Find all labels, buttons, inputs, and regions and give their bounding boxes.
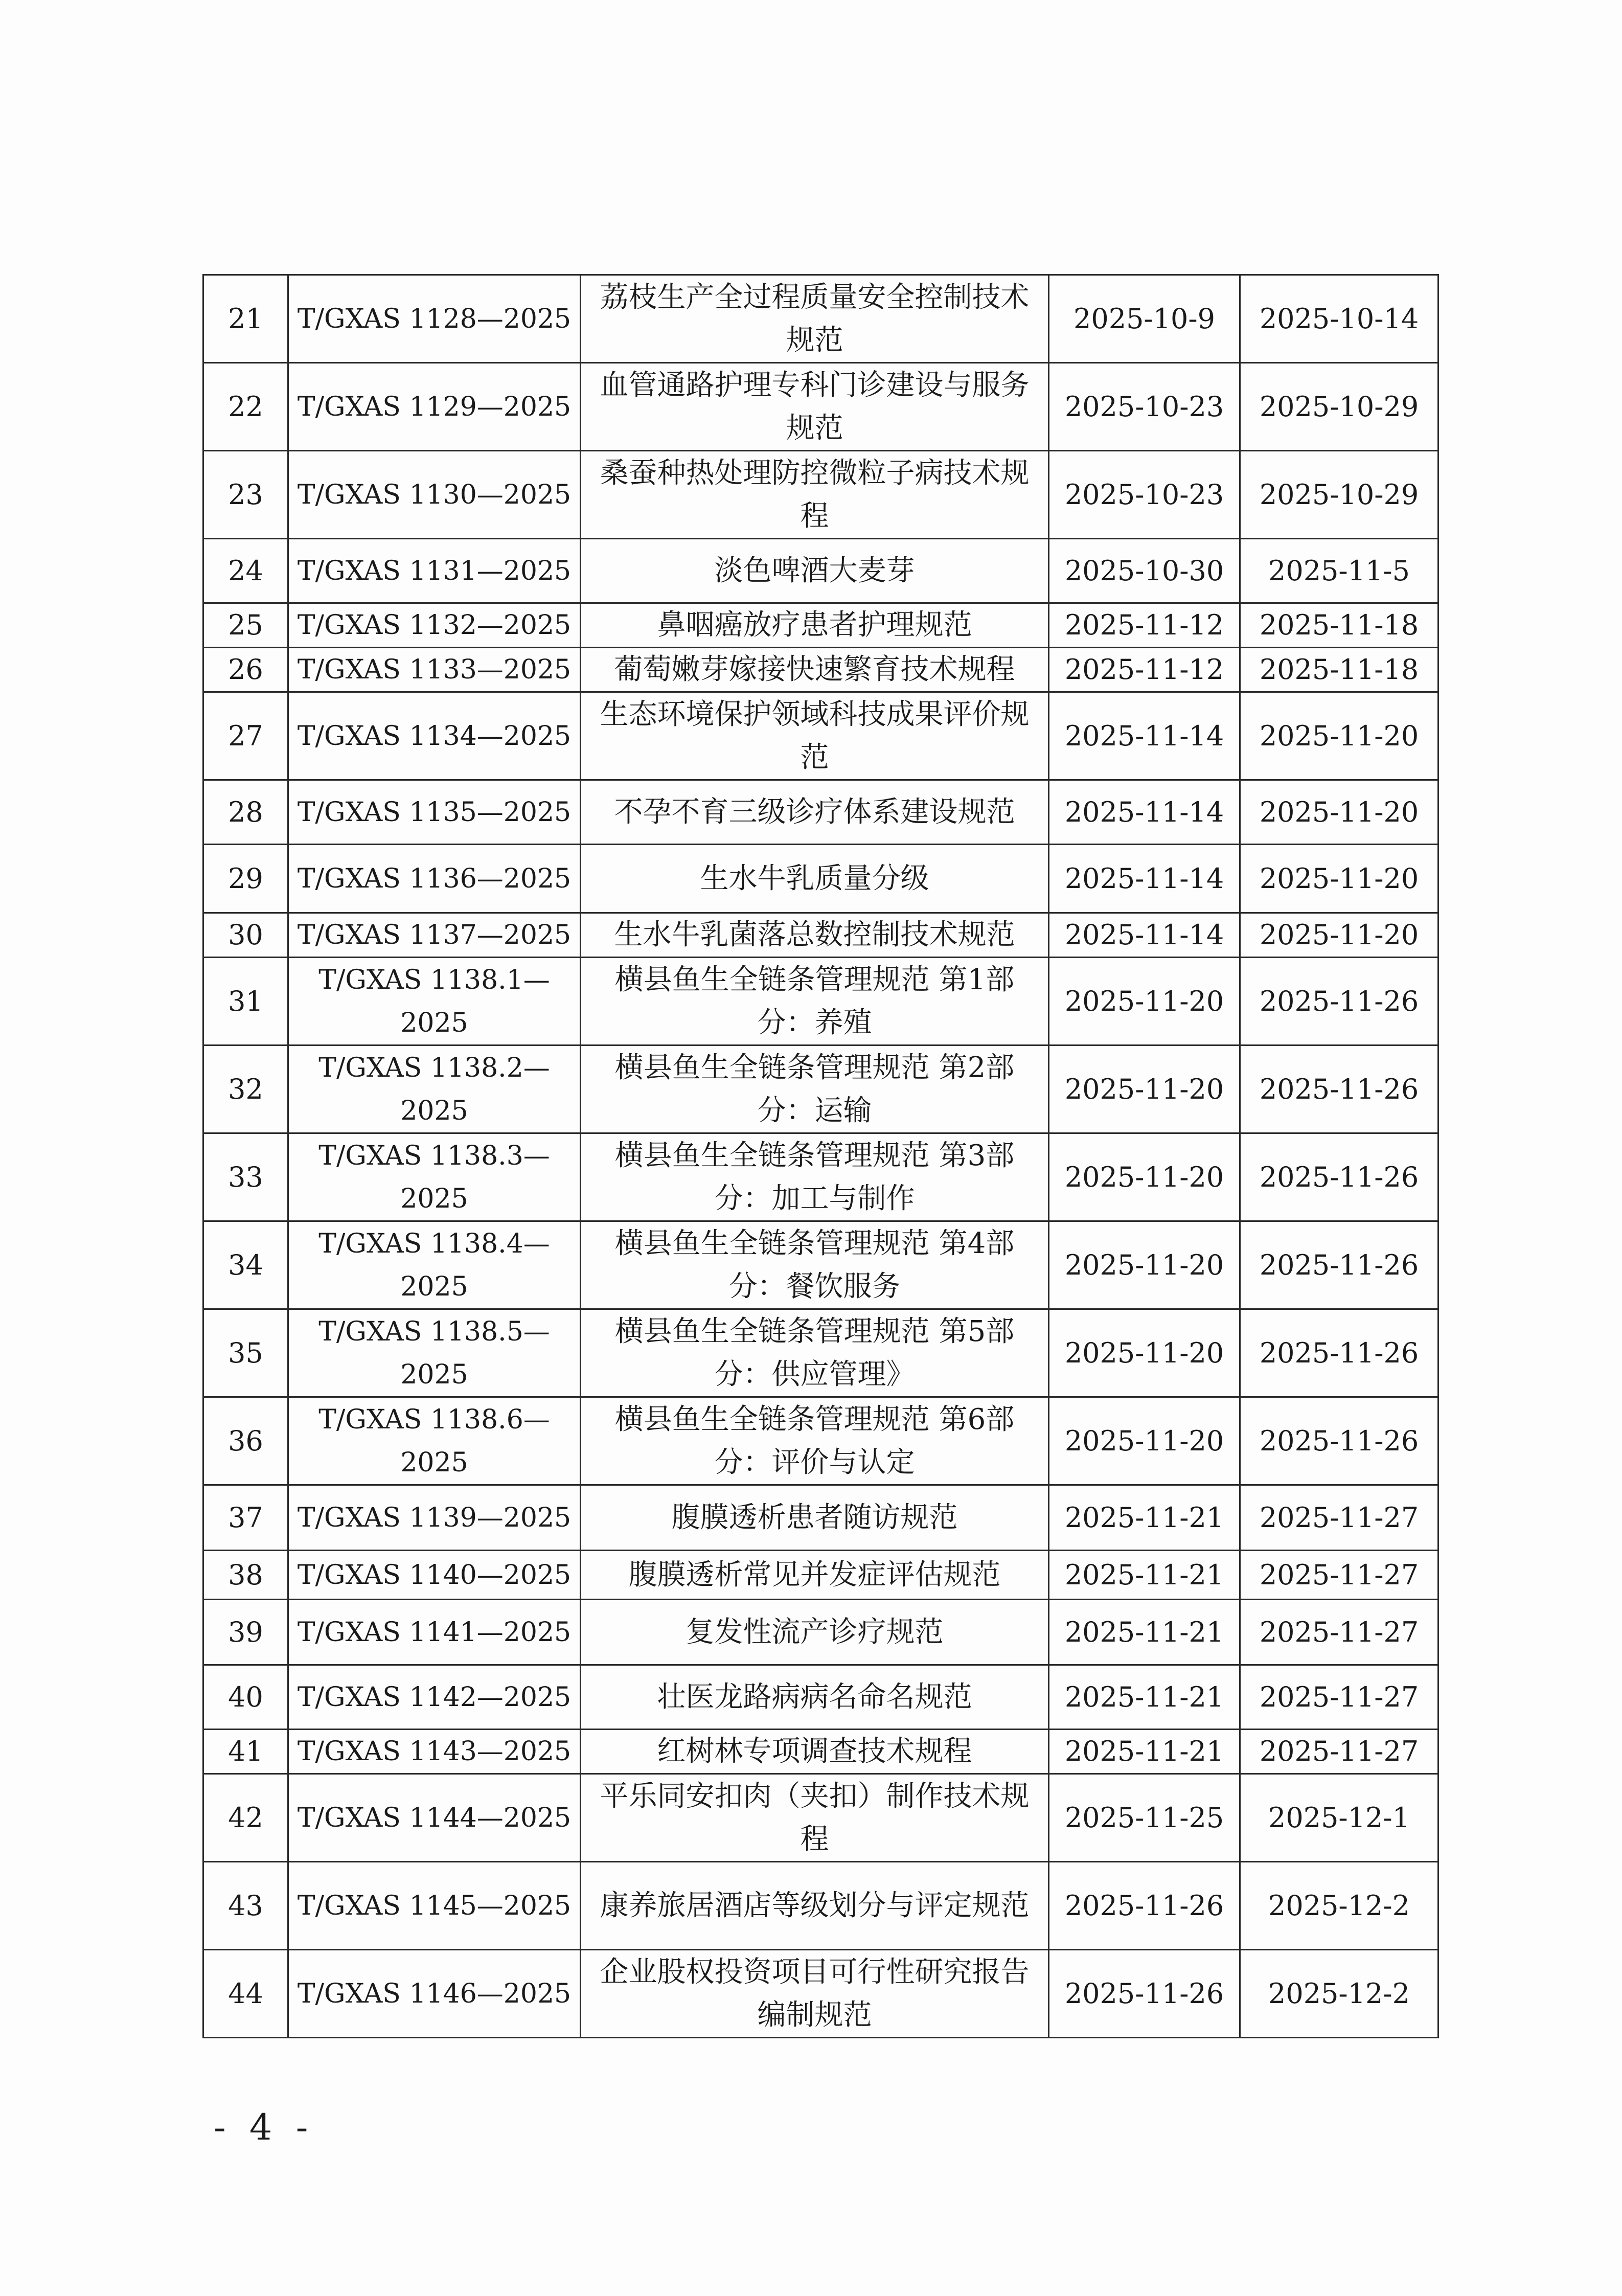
- effective-date-cell: 2025-11-20: [1240, 913, 1438, 958]
- standard-code-cell: T/GXAS 1136—2025: [288, 845, 581, 913]
- standard-code-cell: T/GXAS 1131—2025: [288, 539, 581, 603]
- issue-date-cell: 2025-11-21: [1049, 1665, 1240, 1730]
- table-row: [203, 539, 1438, 603]
- table-row: [203, 275, 1438, 363]
- table-row: [203, 845, 1438, 913]
- row-number-cell: 30: [203, 913, 288, 958]
- standard-code-cell: T/GXAS 1138.3—2025: [288, 1133, 581, 1221]
- standard-code-cell: T/GXAS 1140—2025: [288, 1551, 581, 1600]
- row-number-cell: 23: [203, 451, 288, 539]
- issue-date-cell: 2025-11-21: [1049, 1730, 1240, 1774]
- standard-code-cell: T/GXAS 1132—2025: [288, 603, 581, 648]
- effective-date-cell: 2025-11-18: [1240, 603, 1438, 648]
- standard-title-cell: 葡萄嫩芽嫁接快速繁育技术规程: [581, 648, 1049, 692]
- row-number-cell: 29: [203, 845, 288, 913]
- issue-date-cell: 2025-11-20: [1049, 1221, 1240, 1309]
- effective-date-cell: 2025-11-26: [1240, 1045, 1438, 1133]
- standard-code-cell: T/GXAS 1134—2025: [288, 692, 581, 780]
- issue-date-cell: 2025-11-20: [1049, 958, 1240, 1045]
- standard-title-cell: 荔枝生产全过程质量安全控制技术规范: [581, 275, 1049, 363]
- issue-date-cell: 2025-11-14: [1049, 913, 1240, 958]
- issue-date-cell: 2025-11-20: [1049, 1309, 1240, 1397]
- issue-date-cell: 2025-10-9: [1049, 275, 1240, 363]
- issue-date-cell: 2025-10-23: [1049, 451, 1240, 539]
- standard-code-cell: T/GXAS 1130—2025: [288, 451, 581, 539]
- table-row: [203, 1730, 1438, 1774]
- issue-date-cell: 2025-11-21: [1049, 1485, 1240, 1551]
- effective-date-cell: 2025-11-26: [1240, 1133, 1438, 1221]
- standard-title-cell: 生态环境保护领域科技成果评价规范: [581, 692, 1049, 780]
- standard-title-cell: 血管通路护理专科门诊建设与服务规范: [581, 363, 1049, 451]
- issue-date-cell: 2025-11-14: [1049, 845, 1240, 913]
- effective-date-cell: 2025-11-20: [1240, 780, 1438, 845]
- standard-title-cell: 复发性流产诊疗规范: [581, 1600, 1049, 1665]
- standard-title-cell: 横县鱼生全链条管理规范 第1部分：养殖: [581, 958, 1049, 1045]
- standard-code-cell: T/GXAS 1143—2025: [288, 1730, 581, 1774]
- row-number-cell: 41: [203, 1730, 288, 1774]
- standard-title-cell: 腹膜透析常见并发症评估规范: [581, 1551, 1049, 1600]
- standard-code-cell: T/GXAS 1139—2025: [288, 1485, 581, 1551]
- effective-date-cell: 2025-10-29: [1240, 363, 1438, 451]
- effective-date-cell: 2025-10-29: [1240, 451, 1438, 539]
- table-row: [203, 1397, 1438, 1485]
- row-number-cell: 35: [203, 1309, 288, 1397]
- effective-date-cell: 2025-12-1: [1240, 1774, 1438, 1862]
- table-row: [203, 363, 1438, 451]
- effective-date-cell: 2025-11-20: [1240, 692, 1438, 780]
- standard-title-cell: 企业股权投资项目可行性研究报告编制规范: [581, 1950, 1049, 2038]
- table-row: [203, 1600, 1438, 1665]
- standard-title-cell: 壮医龙路病病名命名规范: [581, 1665, 1049, 1730]
- row-number-cell: 21: [203, 275, 288, 363]
- effective-date-cell: 2025-12-2: [1240, 1950, 1438, 2038]
- row-number-cell: 24: [203, 539, 288, 603]
- standard-title-cell: 鼻咽癌放疗患者护理规范: [581, 603, 1049, 648]
- row-number-cell: 37: [203, 1485, 288, 1551]
- issue-date-cell: 2025-11-21: [1049, 1600, 1240, 1665]
- standard-code-cell: T/GXAS 1141—2025: [288, 1600, 581, 1665]
- page-number: - 4 -: [214, 2106, 314, 2148]
- standard-title-cell: 康养旅居酒店等级划分与评定规范: [581, 1862, 1049, 1950]
- row-number-cell: 44: [203, 1950, 288, 2038]
- standard-title-cell: 红树林专项调查技术规程: [581, 1730, 1049, 1774]
- issue-date-cell: 2025-11-26: [1049, 1950, 1240, 2038]
- standard-code-cell: T/GXAS 1135—2025: [288, 780, 581, 845]
- standard-code-cell: T/GXAS 1144—2025: [288, 1774, 581, 1862]
- table-row: [203, 451, 1438, 539]
- standards-table-body: [203, 275, 1438, 2038]
- effective-date-cell: 2025-11-26: [1240, 1309, 1438, 1397]
- effective-date-cell: 2025-11-26: [1240, 958, 1438, 1045]
- effective-date-cell: 2025-11-27: [1240, 1551, 1438, 1600]
- table-row: [203, 1309, 1438, 1397]
- standard-code-cell: T/GXAS 1129—2025: [288, 363, 581, 451]
- effective-date-cell: 2025-11-18: [1240, 648, 1438, 692]
- effective-date-cell: 2025-11-27: [1240, 1485, 1438, 1551]
- standard-code-cell: T/GXAS 1128—2025: [288, 275, 581, 363]
- row-number-cell: 36: [203, 1397, 288, 1485]
- table-row: [203, 1133, 1438, 1221]
- table-row: [203, 1485, 1438, 1551]
- table-row: [203, 603, 1438, 648]
- row-number-cell: 42: [203, 1774, 288, 1862]
- standard-title-cell: 淡色啤酒大麦芽: [581, 539, 1049, 603]
- issue-date-cell: 2025-10-30: [1049, 539, 1240, 603]
- standards-table: [202, 274, 1439, 2038]
- standard-title-cell: 桑蚕种热处理防控微粒子病技术规程: [581, 451, 1049, 539]
- effective-date-cell: 2025-11-27: [1240, 1665, 1438, 1730]
- standard-code-cell: T/GXAS 1138.4—2025: [288, 1221, 581, 1309]
- issue-date-cell: 2025-11-12: [1049, 648, 1240, 692]
- issue-date-cell: 2025-11-25: [1049, 1774, 1240, 1862]
- standard-title-cell: 横县鱼生全链条管理规范 第2部分：运输: [581, 1045, 1049, 1133]
- standard-code-cell: T/GXAS 1138.2—2025: [288, 1045, 581, 1133]
- effective-date-cell: 2025-12-2: [1240, 1862, 1438, 1950]
- issue-date-cell: 2025-11-14: [1049, 692, 1240, 780]
- row-number-cell: 43: [203, 1862, 288, 1950]
- standard-title-cell: 横县鱼生全链条管理规范 第6部分：评价与认定: [581, 1397, 1049, 1485]
- effective-date-cell: 2025-11-26: [1240, 1397, 1438, 1485]
- effective-date-cell: 2025-11-27: [1240, 1600, 1438, 1665]
- row-number-cell: 22: [203, 363, 288, 451]
- table-row: [203, 692, 1438, 780]
- row-number-cell: 39: [203, 1600, 288, 1665]
- issue-date-cell: 2025-11-20: [1049, 1133, 1240, 1221]
- row-number-cell: 33: [203, 1133, 288, 1221]
- row-number-cell: 32: [203, 1045, 288, 1133]
- table-row: [203, 913, 1438, 958]
- standard-title-cell: 横县鱼生全链条管理规范 第3部分：加工与制作: [581, 1133, 1049, 1221]
- standard-code-cell: T/GXAS 1145—2025: [288, 1862, 581, 1950]
- table-row: [203, 1551, 1438, 1600]
- standard-code-cell: T/GXAS 1133—2025: [288, 648, 581, 692]
- row-number-cell: 31: [203, 958, 288, 1045]
- effective-date-cell: 2025-11-5: [1240, 539, 1438, 603]
- table-row: [203, 1950, 1438, 2038]
- table-row: [203, 1221, 1438, 1309]
- table-row: [203, 958, 1438, 1045]
- standard-code-cell: T/GXAS 1138.6—2025: [288, 1397, 581, 1485]
- issue-date-cell: 2025-11-20: [1049, 1397, 1240, 1485]
- standard-title-cell: 不孕不育三级诊疗体系建设规范: [581, 780, 1049, 845]
- row-number-cell: 25: [203, 603, 288, 648]
- standard-title-cell: 横县鱼生全链条管理规范 第5部分：供应管理》: [581, 1309, 1049, 1397]
- table-row: [203, 648, 1438, 692]
- issue-date-cell: 2025-11-26: [1049, 1862, 1240, 1950]
- effective-date-cell: 2025-10-14: [1240, 275, 1438, 363]
- issue-date-cell: 2025-11-21: [1049, 1551, 1240, 1600]
- standard-code-cell: T/GXAS 1137—2025: [288, 913, 581, 958]
- issue-date-cell: 2025-10-23: [1049, 363, 1240, 451]
- row-number-cell: 40: [203, 1665, 288, 1730]
- row-number-cell: 26: [203, 648, 288, 692]
- table-row: [203, 1665, 1438, 1730]
- row-number-cell: 38: [203, 1551, 288, 1600]
- standard-title-cell: 横县鱼生全链条管理规范 第4部分：餐饮服务: [581, 1221, 1049, 1309]
- issue-date-cell: 2025-11-12: [1049, 603, 1240, 648]
- table-row: [203, 1862, 1438, 1950]
- table-row: [203, 1045, 1438, 1133]
- table-row: [203, 1774, 1438, 1862]
- standard-code-cell: T/GXAS 1146—2025: [288, 1950, 581, 2038]
- issue-date-cell: 2025-11-20: [1049, 1045, 1240, 1133]
- row-number-cell: 34: [203, 1221, 288, 1309]
- row-number-cell: 27: [203, 692, 288, 780]
- issue-date-cell: 2025-11-14: [1049, 780, 1240, 845]
- standard-title-cell: 腹膜透析患者随访规范: [581, 1485, 1049, 1551]
- standard-title-cell: 生水牛乳质量分级: [581, 845, 1049, 913]
- standard-code-cell: T/GXAS 1138.5—2025: [288, 1309, 581, 1397]
- table-row: [203, 780, 1438, 845]
- standard-code-cell: T/GXAS 1138.1—2025: [288, 958, 581, 1045]
- standard-code-cell: T/GXAS 1142—2025: [288, 1665, 581, 1730]
- standard-title-cell: 平乐同安扣肉（夹扣）制作技术规程: [581, 1774, 1049, 1862]
- standard-title-cell: 生水牛乳菌落总数控制技术规范: [581, 913, 1049, 958]
- effective-date-cell: 2025-11-27: [1240, 1730, 1438, 1774]
- row-number-cell: 28: [203, 780, 288, 845]
- effective-date-cell: 2025-11-26: [1240, 1221, 1438, 1309]
- effective-date-cell: 2025-11-20: [1240, 845, 1438, 913]
